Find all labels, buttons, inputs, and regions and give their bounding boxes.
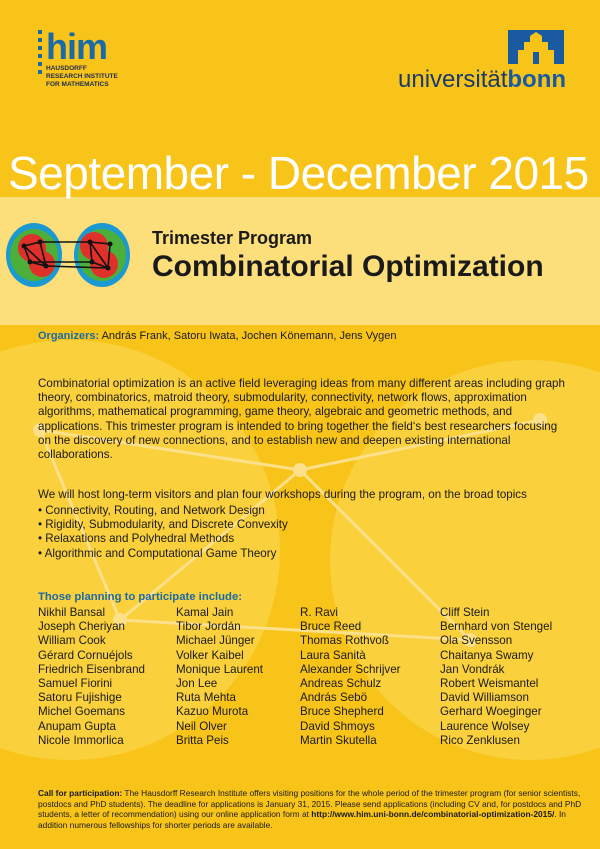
participant-name: Ola Svensson (440, 634, 513, 648)
participant-name: Michael Jünger (176, 634, 255, 648)
topic-item: • Relaxations and Polyhedral Methods (38, 532, 288, 546)
participant-name: Bernhard von Stengel (440, 620, 553, 634)
participant-name: Samuel Fiorini (38, 677, 113, 691)
participant-name: Nicole Immorlica (38, 733, 124, 747)
participant-name: Tibor Jordán (176, 620, 241, 634)
participant-name: Volker Kaibel (176, 648, 244, 662)
application-url-link[interactable]: http://www.him.uni-bonn.de/combinatorial-optimization-2015/ (311, 809, 555, 820)
participant-name: Thomas Rothvoß (300, 634, 389, 648)
organizers-names: András Frank, Satoru Iwata, Jochen Könemann, Jens Vygen (101, 330, 397, 342)
participant-name: Ruta Mehta (176, 691, 236, 705)
participant-name: András Sebö (300, 691, 368, 705)
him-logo-squares (38, 30, 43, 78)
participant-name: Martin Skutella (300, 733, 377, 747)
him-logo-subtitle: HAUSDORFF RESEARCH INSTITUTE FOR MATHEMATICS (46, 65, 118, 88)
participant-name: Britta Peis (176, 733, 229, 747)
participant-name: Jan Vondrák (440, 662, 505, 676)
participants-heading: Those planning to participate include: (38, 591, 242, 603)
organizers-label: Organizers: (38, 330, 100, 342)
program-subtitle: Trimester Program (152, 228, 313, 248)
participant-name: Satoru Fujishige (38, 691, 122, 705)
participant-name: Laura Sanità (300, 648, 366, 662)
participant-name: Cliff Stein (440, 606, 490, 619)
participant-name: Monique Laurent (176, 662, 264, 676)
participant-name: David Shmoys (300, 719, 375, 733)
participant-name: Alexander Schrijver (300, 662, 401, 676)
organizers (38, 330, 397, 342)
participant-name: Kazuo Murota (176, 705, 249, 719)
participant-name: Gerhard Woeginger (440, 705, 542, 719)
participant-name: Friedrich Eisenbrand (38, 662, 145, 676)
program-title: Combinatorial Optimization (152, 250, 544, 283)
participant-name: Gérard Cornuéjols (38, 648, 133, 662)
participant-name: Joseph Cheriyan (38, 620, 126, 634)
graph-logo-icon (6, 222, 132, 288)
participant-name: David Williamson (440, 691, 529, 705)
participant-name: Chaitanya Swamy (440, 648, 534, 662)
participants-column-3 (300, 606, 401, 748)
participants-column-1 (38, 606, 145, 748)
participant-name: Bruce Shepherd (300, 705, 384, 719)
participant-name: Laurence Wolsey (440, 719, 530, 733)
participant-name: William Cook (38, 634, 106, 648)
topic-item: • Algorithmic and Computational Game Theory (38, 547, 288, 561)
call-label: Call for participation: (38, 788, 123, 798)
participant-name: Jon Lee (176, 677, 218, 691)
participant-name: Nikhil Bansal (38, 606, 106, 619)
participant-name: Rico Zenklusen (440, 733, 520, 747)
participant-name: Anupam Gupta (38, 719, 116, 733)
description-paragraph: Combinatorial optimization is an active field leveraging ideas from many different areas including graph theory, combinatorics, matroid theory, submodularity, connectivity, network flows, approximation algorithms, mathematical programming, game theory, algebraic and geometric methods, and applications. This trimester program is intended to bring together the field‘s best researchers focusing on the discovery of new connections, and to establish new and deepen existing international collaborations. (38, 377, 565, 462)
call-for-participation (38, 788, 583, 830)
participants-column-2 (176, 606, 263, 748)
call-text: The Hausdorff Research Institute offers visiting positions for the whole period of the trimester program (for senior scientists, postdocs and PhD students). The deadline for applications is January 31, 2015. Please send applications (including CV and, for postdocs and PhD students, a letter of recommendation) using our online application form at (38, 788, 582, 820)
topics-list (38, 504, 288, 561)
workshops-intro: We will host long-term visitors and plan four workshops during the program, on the broad topics (38, 488, 527, 501)
uni-bonn-wordmark: universitätbonn (398, 66, 567, 93)
participant-name: Kamal Jain (176, 606, 234, 619)
participant-name: R. Ravi (300, 606, 339, 619)
him-logo-word: him (46, 26, 108, 67)
topic-item: • Rigidity, Submodularity, and Discrete Convexity (38, 518, 288, 532)
call-text-end: . In addition numerous fellowships for shorter periods are available. (38, 809, 566, 830)
participant-name: Andreas Schulz (300, 677, 382, 691)
participant-name: Neil Olver (176, 719, 227, 733)
participants-column-4 (440, 606, 552, 748)
date-title: September - December 2015 (8, 147, 589, 199)
participant-name: Michel Goemans (38, 705, 125, 719)
participant-name: Robert Weismantel (440, 677, 539, 691)
topic-item: • Connectivity, Routing, and Network Design (38, 504, 288, 518)
participant-name: Bruce Reed (300, 620, 362, 634)
